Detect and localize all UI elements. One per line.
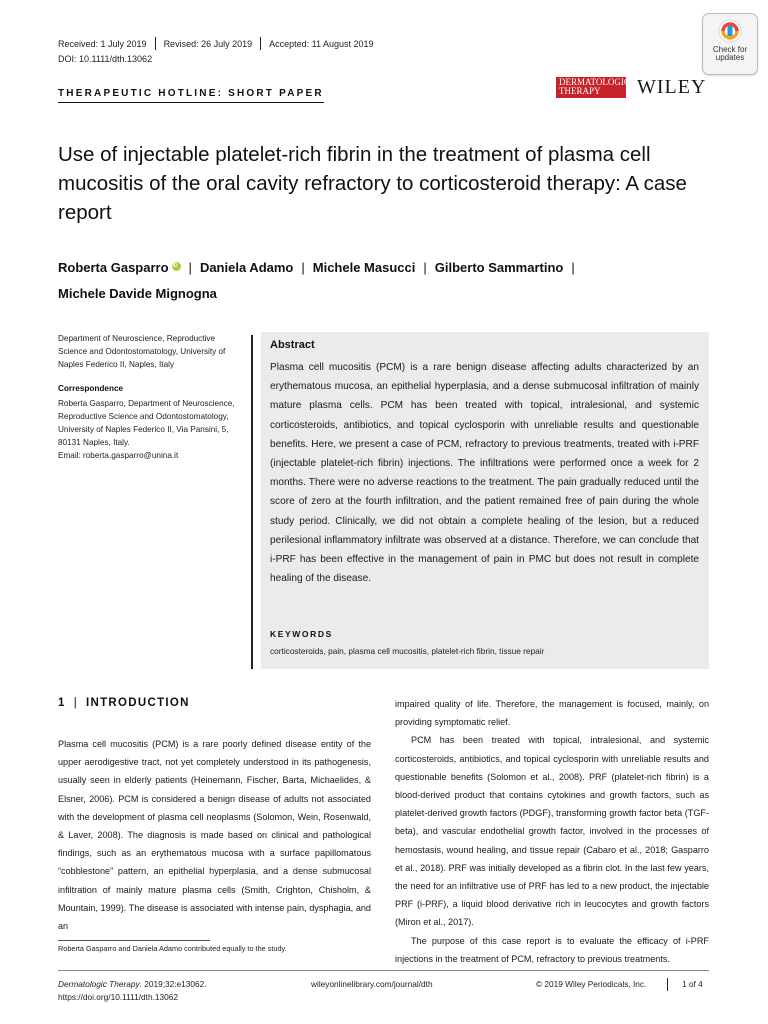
date-divider: [260, 37, 261, 50]
author-name[interactable]: Daniela Adamo: [199, 260, 294, 275]
footer-copyright: © 2019 Wiley Periodicals, Inc.: [536, 979, 647, 989]
article-doi: DOI: 10.1111/dth.13062: [58, 54, 153, 64]
accepted-date: Accepted: 11 August 2019: [269, 38, 374, 49]
correspondence-block: [58, 397, 246, 462]
section-title: INTRODUCTION: [86, 697, 190, 709]
abstract-heading: Abstract: [270, 339, 315, 351]
journal-logo-line2: THERAPY: [559, 86, 601, 96]
author-separator: |: [188, 260, 192, 275]
footer-website-link[interactable]: wileyonlinelibrary.com/journal/dth: [311, 979, 433, 989]
correspondence-address: Roberta Gasparro, Department of Neuroscience, Reproductive Science and Odontostomatology, University of Naples Federico II, Via Pansini, 5, 80131 Naples, Italy.: [58, 399, 235, 447]
body-paragraph: Plasma cell mucositis (PCM) is a rare poorly defined disease entity of the upper aerodigestive tract, not yet completely understood in its pathogenesis, usually seen in elderly patients (Heinemann, Fischer, Barta, Michaelides, & Elsner, 2006). PCM is considered a benign disease of adults not associated with the development of plasma cell neoplasms (Solomon, Wein, Rosenwald, & Laver, 2008). The diagnosis is made based on clinical and pathological findings, such as an erythematous mucosa with a surface papillomatous “cobblestone” pattern, an epithelial hyperplasia, and a dense submucosal infiltration of mainly mature plasma cells (Smith, Crighton, Chisholm, & Mountain, 1999). The disease is associated with intense pain, dysphagia, and an: [58, 739, 371, 932]
journal-logo[interactable]: [556, 77, 630, 98]
author-affiliation: Department of Neuroscience, Reproductive Science and Odontostomatology, University of Naples Federico II, Naples, Italy: [58, 334, 226, 369]
author-separator: |: [301, 260, 305, 275]
keywords-list: corticosteroids, pain, plasma cell mucositis, platelet-rich fibrin, tissue repair: [270, 646, 545, 656]
footer-citation: [58, 979, 207, 989]
footer-rule: [58, 970, 709, 971]
crossmark-icon: [718, 19, 742, 43]
orcid-icon[interactable]: [172, 262, 181, 271]
author-name[interactable]: Roberta Gasparro: [58, 260, 169, 275]
publisher-logo[interactable]: WILEY: [637, 76, 707, 98]
correspondence-heading: Correspondence: [58, 384, 124, 393]
footer-volume: . 2019;32:e13062.: [139, 979, 207, 989]
section-label: THERAPEUTIC HOTLINE: SHORT PAPER: [58, 88, 324, 103]
author-list: [58, 255, 718, 307]
revised-date: Revised: 26 July 2019: [163, 38, 253, 49]
check-for-updates-badge[interactable]: [702, 13, 758, 75]
footer-doi-link[interactable]: https://doi.org/10.1111/dth.13062: [58, 992, 178, 1002]
body-paragraph: PCM has been treated with topical, intralesional, and systemic corticosteroids, antibiotics, and topical cyclosporin with unreliable results and questionable benefits (Solomon et al., 2008). PRF (platelet-rich fibrin) is a blood-derived product that contains cytokines and growth factors, such as platelet-derived growth factors (PDGF), transforming growth factor beta (TGF-beta), and vascular endothelial growth factor, involved in the processes of hemostasis, wound healing, and tissue repair (Cabaro et al., 2018; Gasparro et al., 2018). PRF was initially developed as a fibrin clot. In the last few years, the need for an infiltrative use of PRF has led to a new product, the injectable PRF (i-PRF), a liquid blood derivative rich in leucocytes and growth factors (Miron et al., 2017).: [395, 735, 709, 928]
footnote-rule: [58, 940, 210, 941]
correspondence-email[interactable]: Email: roberta.gasparro@unina.it: [58, 451, 179, 460]
date-divider: [155, 37, 156, 50]
journal-logo-line1: DERMATOLOGIC: [559, 77, 630, 87]
footer-divider: [667, 978, 668, 991]
footer-journal-name: Dermatologic Therapy: [58, 979, 140, 989]
body-paragraph: impaired quality of life. Therefore, the management is focused, mainly, on providing symptomatic relief.: [395, 699, 709, 728]
section-heading-introduction: 1 | INTRODUCTION: [58, 697, 190, 709]
abstract-text: Plasma cell mucositis (PCM) is a rare benign disease affecting adults characterized by an erythematous mucosa, an epithelial hyperplasia, and a dense submucosal infiltration of mainly mature plasma cells. PCM has been treated with topical, intralesional, and systemic corticosteroids, antibiotics, and topical cyclosporin with unreliable results and questionable benefits. Here, we present a case of PCM, refractory to previous treatments, treated with i-PRF (injectable platelet-rich fibrin) injections. The infiltrations were performed once a week for 2 months. There were no adverse reactions to the treatment. The pain gradually reduced until the score of zero at the fourth infiltration, and the patient remained free of pain during the whole study period. Clinically, we did not obtain a complete healing of the lesion, but a reduced perilesional inflammatory infiltrate was observed at a distance. Therefore, we can conclude that i-PRF has been effective in the management of pain in PMC but does not result in complete healing of the disease.: [270, 362, 699, 585]
body-column-left: [58, 735, 371, 935]
page-number: 1 of 4: [682, 979, 703, 989]
received-date: Received: 1 July 2019: [58, 38, 147, 49]
keywords-heading: KEYWORDS: [270, 629, 333, 639]
article-dates: [58, 37, 374, 50]
check-for-updates-label: Check for updates: [712, 45, 748, 62]
body-column-right: [395, 695, 709, 968]
footnote: Roberta Gasparro and Daniela Adamo contributed equally to the study.: [58, 944, 287, 953]
body-paragraph: The purpose of this case report is to evaluate the efficacy of i-PRF injections in the treatment of PCM, refractory to previous treatments.: [395, 935, 709, 964]
author-separator: |: [423, 260, 427, 275]
author-name[interactable]: Michele Davide Mignogna: [58, 286, 217, 301]
section-number: 1: [58, 697, 66, 709]
author-name[interactable]: Gilberto Sammartino: [434, 260, 564, 275]
article-title: Use of injectable platelet-rich fibrin in the treatment of plasma cell mucositis of the oral cavity refractory to corticosteroid therapy: A case report: [58, 143, 687, 224]
author-name[interactable]: Michele Masucci: [312, 260, 416, 275]
author-separator: |: [571, 260, 575, 275]
abstract-rule: [251, 335, 253, 669]
